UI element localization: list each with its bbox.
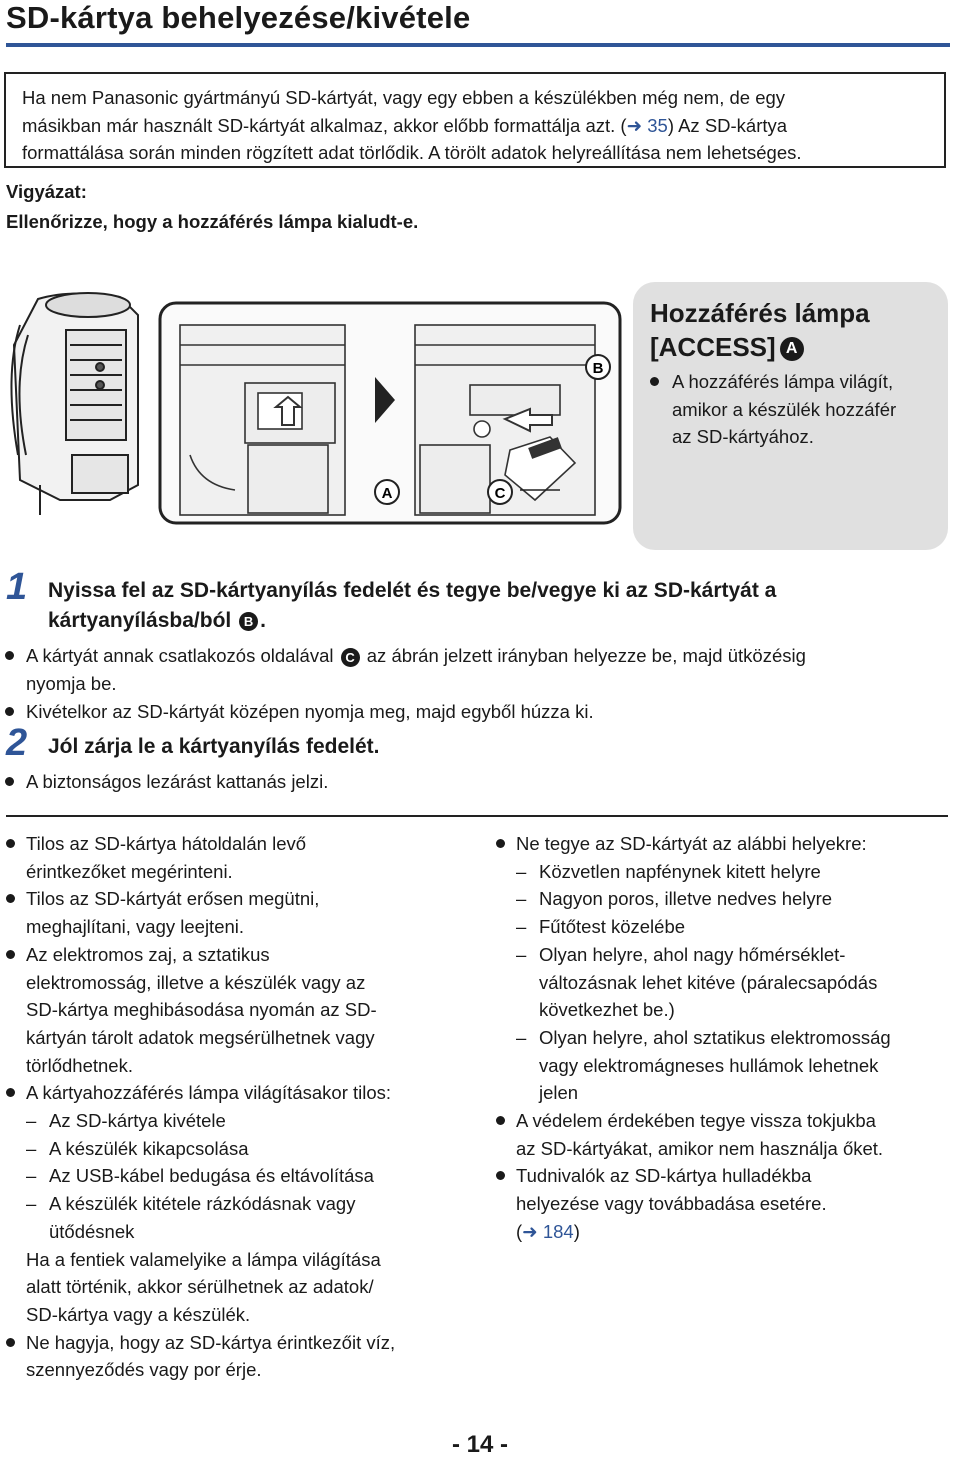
line: SD-kártya meghibásodása nyomán az SD- (26, 999, 377, 1021)
caution-heading: Vigyázat: (6, 181, 87, 202)
label-c-icon (488, 480, 512, 504)
access-bullet-line: A hozzáférés lámpa világít, (672, 371, 894, 392)
dash-icon: – (26, 1165, 37, 1187)
sub-item (496, 1024, 956, 1107)
step-text: Jól zárja le a kártyanyílás fedelét. (48, 735, 380, 758)
line: ütődésnek (49, 1220, 135, 1242)
line: változásnak lehet kitéve (páralecsapódás (539, 971, 878, 993)
step-text-line: Nyissa fel az SD-kártyanyílás fedelét és tegye be/vegye ki az SD-kártyát a (48, 579, 777, 602)
dash-icon: – (26, 1193, 37, 1215)
step1-bullet-2 (26, 698, 594, 726)
bullet-line (26, 642, 946, 670)
line: Tilos az SD-kártya hátoldalán levő (26, 833, 307, 854)
bullet-dot-icon (650, 377, 659, 386)
page-ref (516, 1218, 956, 1246)
list-item (6, 1079, 476, 1107)
dash-icon: – (516, 888, 527, 910)
svg-text:C: C (494, 485, 506, 502)
line: érintkezőket megérinteni. (26, 860, 233, 882)
bullet-dot-icon (6, 839, 15, 848)
paren: ) (573, 1220, 580, 1242)
line: A védelem érdekében tegye vissza tokjukba (516, 1110, 876, 1132)
sub-item (6, 1162, 476, 1190)
page-number: - 14 - (451, 1431, 508, 1458)
step-text-part: kártyanyílásba/ból (48, 609, 232, 632)
bullet-text: A kártyát annak csatlakozós oldalával (26, 645, 334, 666)
section-divider (6, 815, 948, 817)
page-title: SD-kártya behelyezése/kivétele (6, 0, 471, 35)
line: SD-kártya vagy a készülék. (26, 1303, 251, 1325)
line: A kártyahozzáférés lámpa világításakor tilos: (26, 1082, 392, 1104)
notice-line-1: Ha nem Panasonic gyártmányú SD-kártyát, vagy egy ebben a készülékben még nem, de egy (22, 87, 786, 108)
notice-text: ) Az SD-kártya (667, 114, 788, 136)
page-ref-link[interactable]: 35 (642, 114, 668, 136)
right-column (496, 830, 956, 1246)
caution-text: Ellenőrizze, hogy a hozzáférés lámpa kialudt-e. (6, 211, 419, 232)
label-a-icon (375, 480, 399, 504)
bullet-dot-icon (6, 894, 15, 903)
follow-up-text (6, 1246, 476, 1329)
dash-icon: – (516, 916, 527, 938)
title-rule (6, 43, 950, 47)
sub-item (6, 1135, 476, 1163)
dash-icon: – (26, 1137, 37, 1159)
line: A készülék kikapcsolása (49, 1137, 249, 1159)
step1-bullet-1 (26, 642, 946, 698)
line: Ne tegye az SD-kártyát az alábbi helyekre: (516, 833, 867, 854)
line: Olyan helyre, ahol nagy hőmérséklet- (539, 943, 846, 965)
bullet-dot-icon (6, 950, 15, 959)
sub-item (496, 858, 956, 886)
access-lamp-panel (633, 282, 948, 550)
line: Ne hagyja, hogy az SD-kártya érintkezőit víz, (26, 1331, 396, 1353)
line: Tilos az SD-kártyát erősen megütni, (26, 888, 320, 910)
bullet-dot-icon (496, 1171, 505, 1180)
left-column (6, 830, 476, 1384)
bullet-text: az ábrán jelzett irányban helyezze be, majd ütközésig (366, 645, 806, 666)
notice-line-2 (22, 112, 928, 140)
access-bullet-line: az SD-kártyához. (672, 426, 814, 447)
bullet-dot-icon (496, 1116, 505, 1125)
access-bullet (650, 368, 932, 451)
line: Az SD-kártya kivétele (49, 1110, 226, 1132)
list-item (6, 1329, 476, 1384)
line: Tudnivalók az SD-kártya hulladékba (516, 1165, 812, 1187)
camcorder-icon (11, 293, 138, 515)
bullet-dot-icon (5, 777, 14, 786)
line: Nagyon poros, illetve nedves helyre (539, 888, 833, 910)
list-item (496, 1162, 956, 1245)
bullet-dot-icon (496, 839, 505, 848)
line: szennyeződés vagy por érje. (26, 1359, 262, 1381)
paren: ( (516, 1220, 523, 1242)
list-item (496, 830, 956, 858)
badge-b-icon: B (239, 612, 258, 631)
line: Ha a fentiek valamelyike a lámpa világítása (26, 1248, 381, 1270)
line: vagy elektromágneses hullámok lehetnek (539, 1054, 879, 1076)
svg-text:A: A (381, 485, 393, 502)
bullet-dot-icon (5, 651, 14, 660)
sub-item (496, 885, 956, 913)
dash-icon: – (26, 1110, 37, 1132)
line: elektromosság, illetve a készülék vagy az (26, 971, 366, 993)
badge-c-icon: C (341, 648, 360, 667)
dash-icon: – (516, 860, 527, 882)
label-b-icon (586, 355, 610, 379)
step-number: 1 (6, 566, 28, 608)
sub-item (6, 1190, 476, 1245)
line: törlődhetnek. (26, 1054, 133, 1076)
bullet-text: Kivételkor az SD-kártyát középen nyomja meg, majd egyből húzza ki. (26, 701, 594, 722)
step-number: 2 (6, 722, 28, 764)
notice-box (4, 72, 946, 168)
step-text (48, 576, 928, 636)
dash-icon: – (516, 943, 527, 965)
arrow-ref-icon: ➜ (626, 114, 643, 136)
line: Közvetlen napfénynek kitett helyre (539, 860, 821, 882)
bullet-dot-icon (6, 1338, 15, 1347)
line: helyezése vagy továbbadása esetére. (516, 1193, 827, 1215)
camera-sd-illustration (0, 285, 630, 545)
list-item (6, 941, 476, 1080)
access-title-1: Hozzáférés lámpa (650, 298, 870, 328)
svg-text:B: B (592, 360, 604, 377)
access-title-text: [ACCESS] (650, 332, 776, 362)
bullet-line: nyomja be. (26, 672, 117, 694)
list-item (6, 830, 476, 885)
line: Az elektromos zaj, a sztatikus (26, 943, 270, 965)
access-bullet-line: amikor a készülék hozzáfér (672, 398, 897, 420)
line: kártyán tárolt adatok megsérülhetnek vagy (26, 1026, 375, 1048)
page-ref-link[interactable]: 184 (537, 1220, 574, 1242)
bullet-text: A biztonságos lezárást kattanás jelzi. (26, 771, 329, 792)
sub-item (496, 913, 956, 941)
notice-line-3: formattálása során minden rögzített adat törlődik. A törölt adatok helyreállítása nem lehetséges. (22, 142, 802, 163)
line: az SD-kártyákat, amikor nem használja őket. (516, 1137, 884, 1159)
list-item (6, 885, 476, 940)
line: jelen (539, 1082, 579, 1104)
access-title-2 (650, 330, 932, 364)
arrow-ref-icon: ➜ (522, 1220, 538, 1242)
line: alatt történik, akkor sérülhetnek az adatok/ (26, 1276, 374, 1298)
line: Olyan helyre, ahol sztatikus elektromosság (539, 1026, 891, 1048)
dash-icon: – (516, 1026, 527, 1048)
sub-item (6, 1107, 476, 1135)
list-item (496, 1107, 956, 1162)
line: következhet be.) (539, 999, 675, 1021)
sub-item (496, 941, 956, 1024)
line: A készülék kitétele rázkódásnak vagy (49, 1193, 356, 1215)
step2-bullet (26, 768, 328, 796)
bullet-dot-icon (6, 1088, 15, 1097)
line: Fűtőtest közelébe (539, 916, 686, 938)
badge-a-icon: A (780, 337, 804, 361)
line: meghajlítani, vagy leejteni. (26, 916, 245, 938)
notice-text: másikban már használt SD-kártyát alkalmaz, akkor előbb formattálja azt. ( (22, 114, 627, 136)
line: Az USB-kábel bedugása és eltávolítása (49, 1165, 374, 1187)
bullet-dot-icon (5, 707, 14, 716)
step-text-line: kártyanyílásba/ból B . (48, 609, 266, 632)
